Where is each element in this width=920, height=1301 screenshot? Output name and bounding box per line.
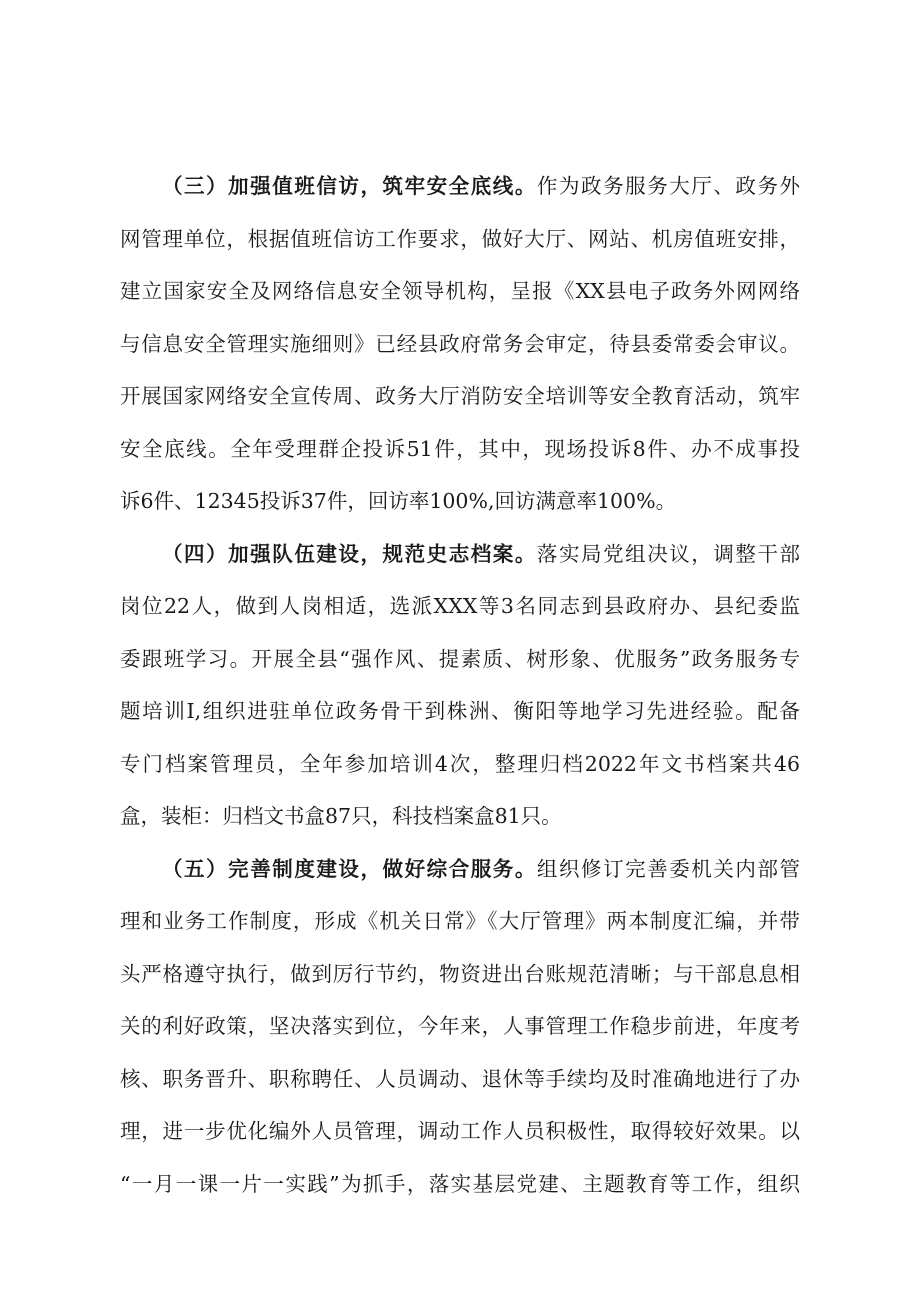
paragraph-line: 理和业务工作制度，形成《机关日常》《大厅管理》两本制度汇编，并带	[120, 909, 800, 933]
paragraph-line: 建立国家安全及网络信息安全领导机构，呈报《XX县电子政务外网网络	[120, 279, 800, 303]
paragraph-line: 头严格遵守执行，做到厉行节约，物资进出台账规范清晰；与干部息息相	[120, 961, 800, 986]
paragraph-line: 专门档案管理员，全年参加培训4次，整理归档2022年文书档案共46	[120, 751, 800, 776]
paragraph-line: 诉6件、12345投诉37件，回访率100%,回访满意率100%。	[120, 489, 677, 513]
paragraph-3-text: 作为政务服务大厅、政务外	[536, 174, 800, 198]
paragraph-3-line-1	[120, 160, 800, 213]
paragraph-line: 盒，装柜：归档文书盒87只，科技档案盒81只。	[120, 804, 562, 828]
paragraph-5-line-1	[120, 843, 800, 896]
paragraph-5-text: 组织修订完善委机关内部管	[536, 856, 800, 881]
paragraph-line: 关的利好政策，坚决落实到位，今年来，人事管理工作稳步前进，年度考	[120, 1014, 800, 1038]
paragraph-4	[120, 528, 800, 843]
paragraph-line: 开展国家网络安全宣传周、政务大厅消防安全培训等安全教育活动，筑牢	[120, 384, 800, 408]
paragraph-4-text: 落实局党组决议，调整干部	[536, 541, 800, 566]
paragraph-line: 核、职务晋升、职称聘任、人员调动、退休等手续均及时准确地进行了办	[120, 1066, 800, 1091]
paragraph-line: “一月一课一片一实践”为抓手，落实基层党建、主题教育等工作，组织	[120, 1171, 800, 1196]
paragraph-3-heading: （三）加强值班信访，筑牢安全底线。	[162, 174, 537, 198]
paragraph-4-line-1	[120, 528, 800, 581]
paragraph-5	[120, 843, 800, 1211]
paragraph-5-heading: （五）完善制度建设，做好综合服务。	[162, 856, 537, 881]
paragraph-line: 题培训I,组织进驻单位政务骨干到株洲、衡阳等地学习先进经验。配备	[120, 699, 800, 723]
paragraph-line: 网管理单位，根据值班信访工作要求，做好大厅、网站、机房值班安排，	[120, 226, 800, 251]
paragraph-line: 岗位22人，做到人岗相适，选派XXX等3名同志到县政府办、县纪委监	[120, 594, 800, 618]
paragraph-line: 理，进一步优化编外人员管理，调动工作人员积极性，取得较好效果。以	[120, 1119, 800, 1143]
paragraph-line: 委跟班学习。开展全县“强作风、提素质、树形象、优服务”政务服务专	[120, 646, 800, 671]
paragraph-line: 安全底线。全年受理群企投诉51件，其中，现场投诉8件、办不成事投	[120, 436, 800, 461]
document-page	[120, 160, 800, 1210]
paragraph-4-heading: （四）加强队伍建设，规范史志档案。	[162, 541, 537, 566]
paragraph-line: 与信息安全管理实施细则》已经县政府常务会审定，待县委常委会审议。	[120, 331, 800, 356]
paragraph-3	[120, 160, 800, 528]
